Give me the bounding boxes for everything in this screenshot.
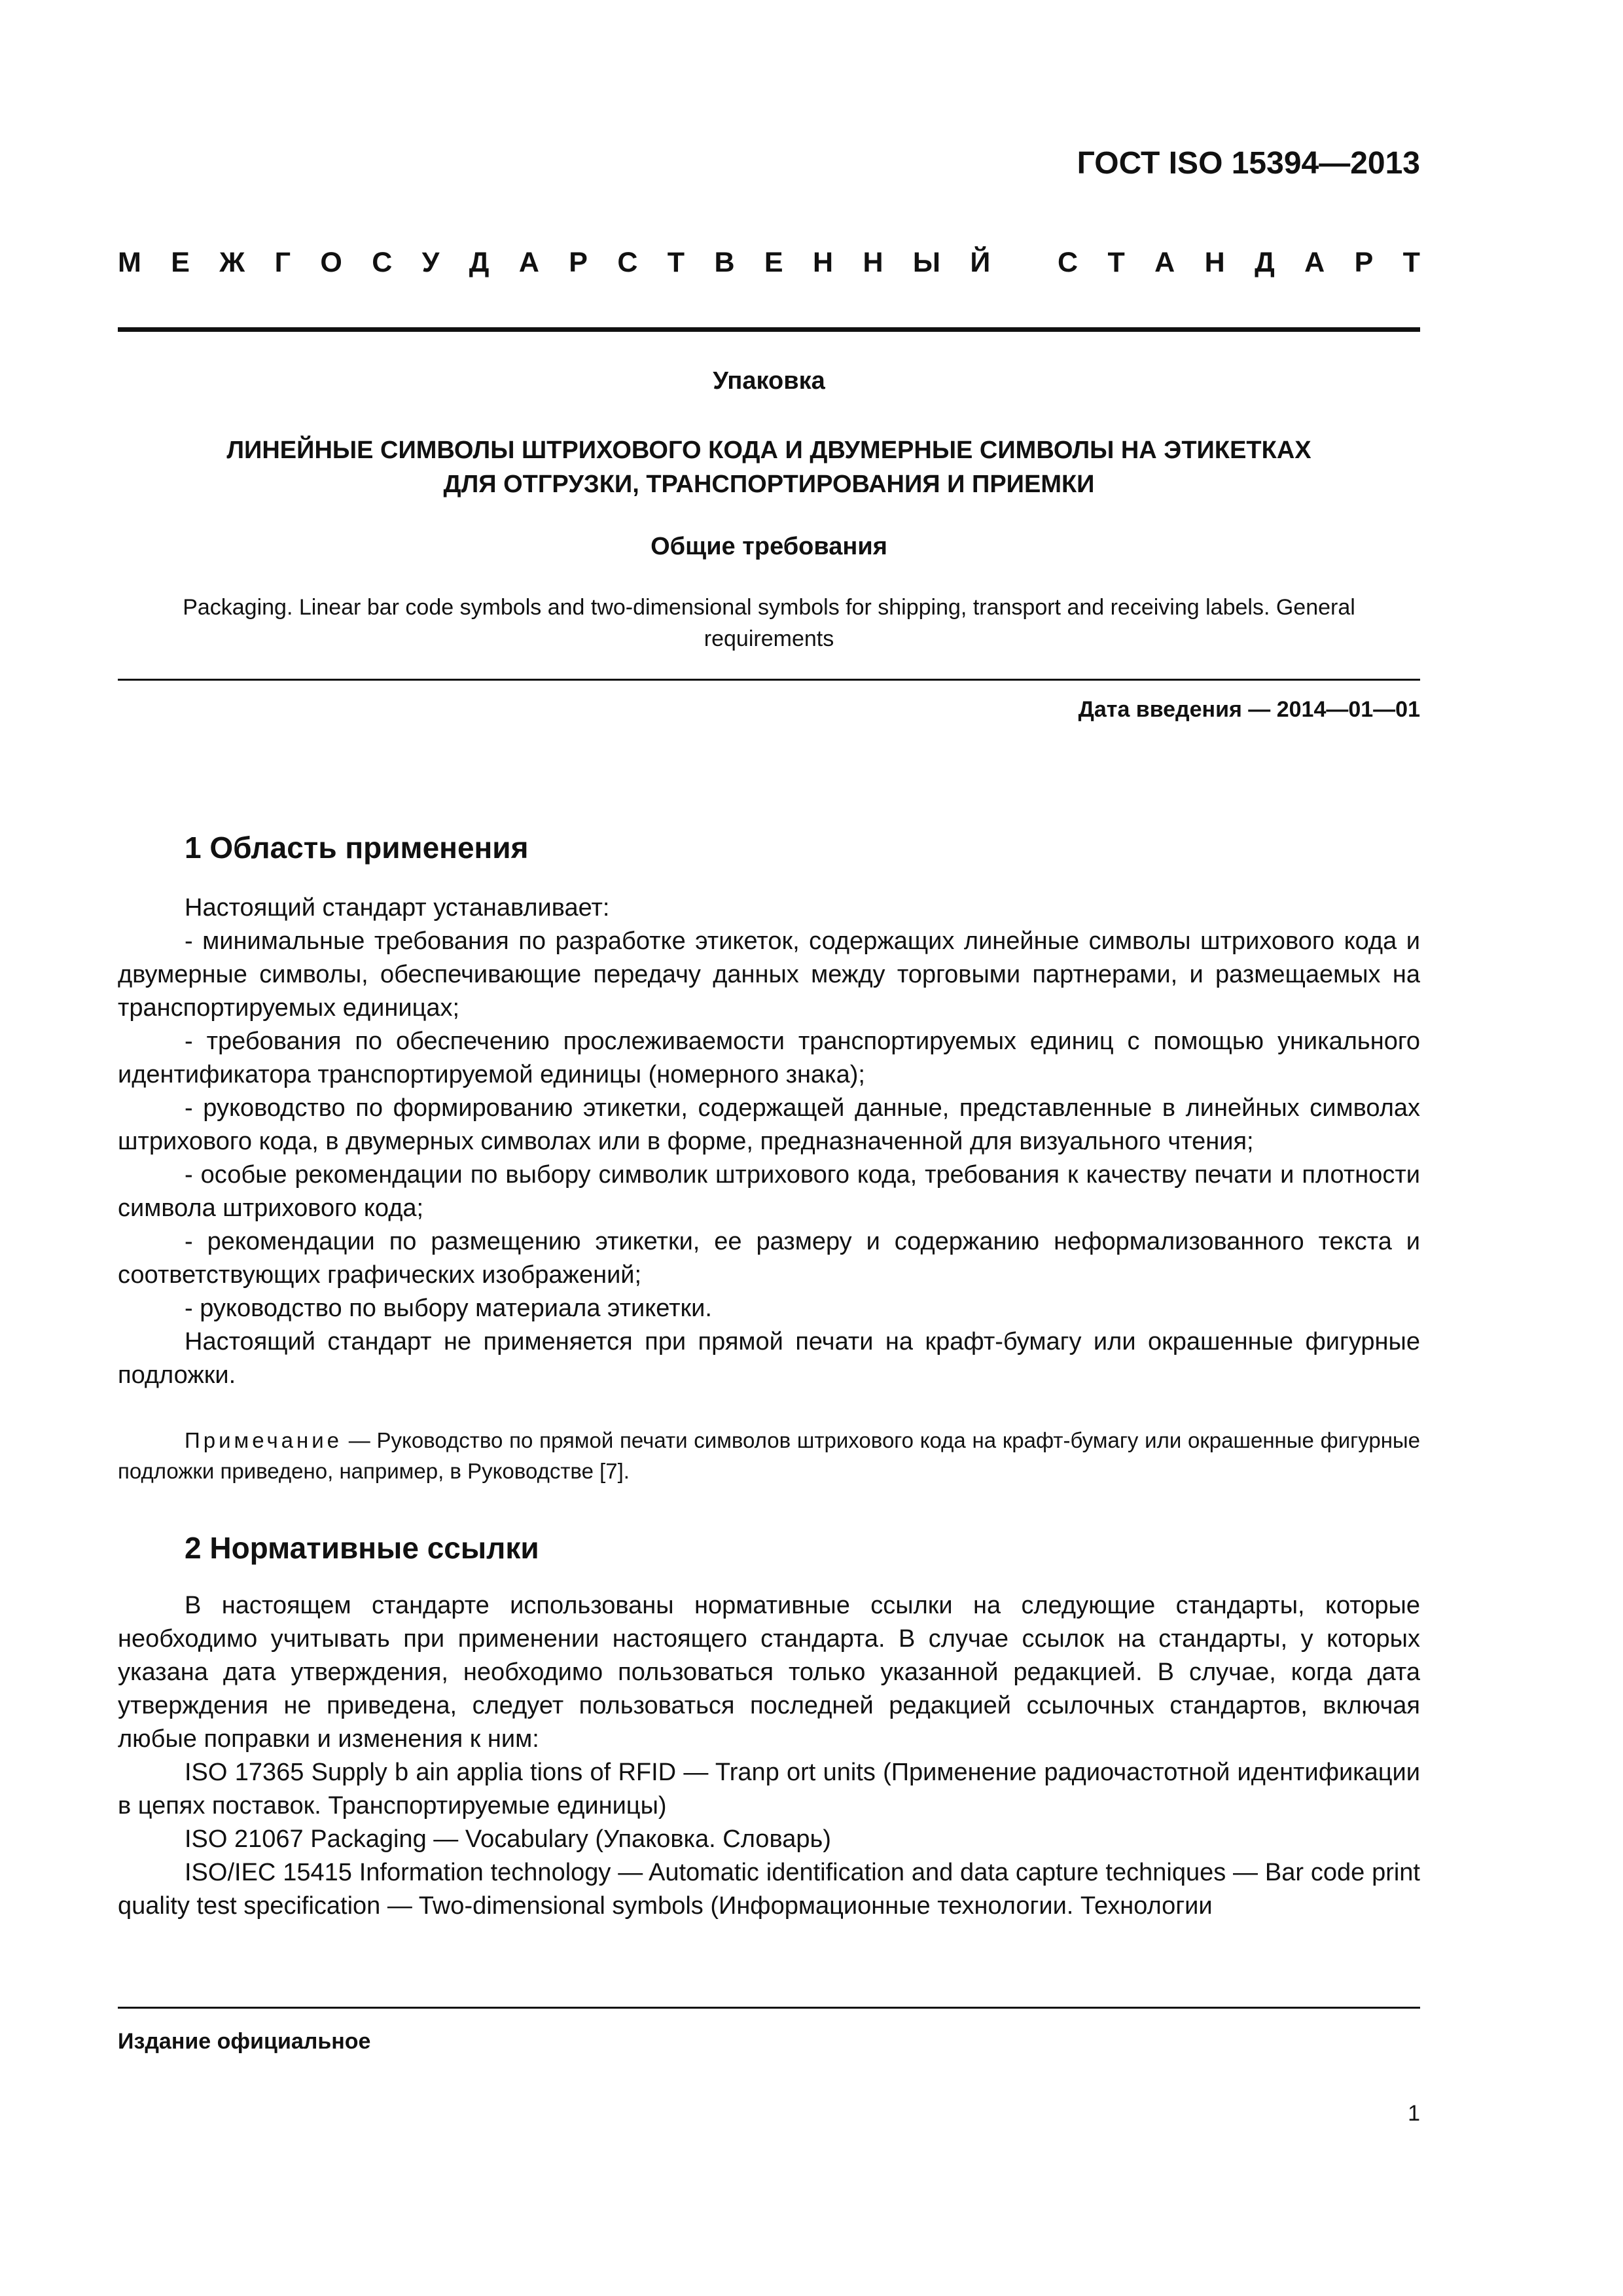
section-1-heading: 1 Область применения <box>185 831 529 865</box>
banner-letter: С <box>372 247 393 278</box>
banner-letter: А <box>1154 247 1175 278</box>
banner-letter: С <box>617 247 638 278</box>
standard-title <box>118 433 1420 501</box>
paragraph: В настоящем стандарте использованы нормативные ссылки на следующие стандарты, которые необходимо учитывать при применении настоящего стандарта. В случае ссылок на стандарты, у которых указана дата утверждения, необходимо пользоваться только указанной редакцией. В случае, когда дата утверждения не приведена, следует пользоваться последней редакцией ссылочных стандартов, включая любые поправки и изменения к ним: <box>118 1592 1420 1753</box>
banner-letter: Е <box>171 247 190 278</box>
paragraph: Настоящий стандарт устанавливает: <box>185 894 610 922</box>
banner-letter: Н <box>1204 247 1225 278</box>
standard-code: ГОСТ ISO 15394—2013 <box>1077 146 1420 181</box>
title-rule <box>118 679 1420 681</box>
banner-letter: Ж <box>219 247 245 278</box>
paragraph: ISO/IEC 15415 Information technology — Automatic identification and data capture techniques — Bar code print quality test specification — Two-dimensional symbols (Информационные технологии. Технологии <box>118 1859 1420 1920</box>
paragraph: - руководство по формированию этикетки, содержащей данные, представленные в линейных символах штрихового кода, в двумерных символах или в форме, предназначенной для визуального чтения; <box>118 1094 1420 1155</box>
banner-letter: М <box>118 247 141 278</box>
banner-letter: О <box>320 247 342 278</box>
banner-letter: Р <box>569 247 588 278</box>
section-2-heading: 2 Нормативные ссылки <box>185 1531 539 1565</box>
banner-letter: С <box>1058 247 1079 278</box>
edition-label: Издание официальное <box>118 2029 371 2054</box>
standard-title-line1: ЛИНЕЙНЫЕ СИМВОЛЫ ШТРИХОВОГО КОДА И ДВУМЕРНЫЕ СИМВОЛЫ НА ЭТИКЕТКАХ <box>226 437 1311 464</box>
banner-letter: В <box>714 247 735 278</box>
footer-rule <box>118 2007 1420 2009</box>
standard-title-line2: ДЛЯ ОТГРУЗКИ, ТРАНСПОРТИРОВАНИЯ И ПРИЕМКИ <box>443 471 1095 498</box>
banner-letter: Д <box>1255 247 1275 278</box>
interstate-standard-banner <box>118 247 1420 279</box>
banner-gap <box>1020 247 1028 279</box>
note-text: — Руководство по прямой печати символов штрихового кода на крафт-бумагу или окрашенные фигурные подложки приведено, например, в Руководстве [7]. <box>118 1428 1420 1483</box>
banner-letter: Й <box>970 247 991 278</box>
banner-letter: Р <box>1354 247 1374 278</box>
note <box>118 1425 1420 1486</box>
paragraph: ISO 17365 Supply b ain applia tions of RFID — Tranp ort units (Применение радиочастотной идентификации в цепях поставок. Транспортируемые единицы) <box>118 1759 1420 1820</box>
english-title: Packaging. Linear bar code symbols and two-dimensional symbols for shipping, transport and receiving labels. General requirements <box>183 595 1355 651</box>
section-1-body <box>118 891 1420 1392</box>
note-label: Примечание <box>185 1428 343 1452</box>
banner-letter: А <box>1304 247 1325 278</box>
paragraph: - минимальные требования по разработке этикеток, содержащих линейные символы штрихового кода и двумерные символы, обеспечивающие передачу данных между торговыми партнерами, и размещаемых на транспортируемых единицах; <box>118 927 1420 1022</box>
banner-letter: Ы <box>912 247 941 278</box>
paragraph: - особые рекомендации по выбору символик штрихового кода, требования к качеству печати и плотности символа штрихового кода; <box>118 1161 1420 1222</box>
banner-letter: Т <box>1402 247 1420 278</box>
banner-letter: Т <box>1107 247 1125 278</box>
banner-letter: Н <box>813 247 834 278</box>
paragraph: - рекомендации по размещению этикетки, ее размеру и содержанию неформализованного текста и соответствующих графических изображений; <box>118 1228 1420 1289</box>
paragraph: ISO 21067 Packaging — Vocabulary (Упаковка. Словарь) <box>185 1825 831 1853</box>
standard-subject: Упаковка <box>713 367 825 395</box>
banner-letter: У <box>421 247 440 278</box>
banner-letter: Н <box>863 247 883 278</box>
banner-letter: Е <box>764 247 783 278</box>
header-rule <box>118 327 1420 332</box>
paragraph: - требования по обеспечению прослеживаемости транспортируемых единиц с помощью уникального идентификатора транспортируемой единицы (номерного знака); <box>118 1028 1420 1088</box>
paragraph: Настоящий стандарт не применяется при прямой печати на крафт-бумагу или окрашенные фигурные подложки. <box>118 1328 1420 1389</box>
standard-subtitle: Общие требования <box>651 533 887 560</box>
section-2-body <box>118 1589 1420 1923</box>
banner-letter: А <box>518 247 539 278</box>
paragraph: - руководство по выбору материала этикетки. <box>185 1295 712 1322</box>
page-number: 1 <box>1408 2101 1420 2126</box>
banner-letter: Г <box>274 247 291 278</box>
banner-letter: Д <box>469 247 490 278</box>
banner-letter: Т <box>667 247 685 278</box>
introduction-date: Дата введения — 2014—01—01 <box>1078 697 1420 722</box>
